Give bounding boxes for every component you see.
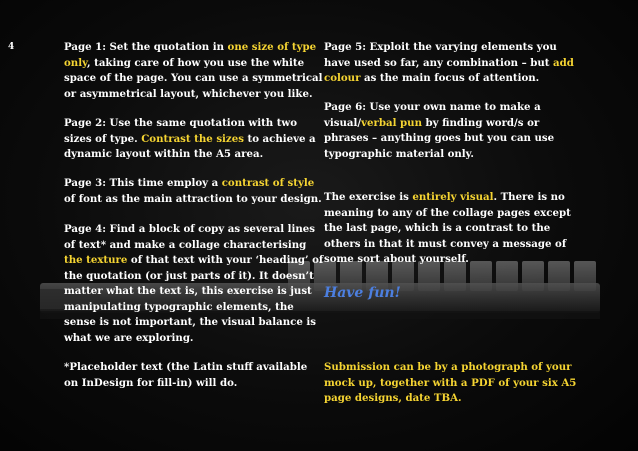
highlight: the texture <box>64 254 128 266</box>
have-fun-text: Have fun! <box>324 285 401 301</box>
highlight: add colour <box>324 56 574 84</box>
placeholder-footnote: *Placeholder text (the Latin stuff available on InDesign for fill-in) will do. <box>64 361 308 389</box>
page3-instruction: Page 3: This time employ a contrast of style of font as the main attraction to your design. <box>64 177 322 205</box>
page4-instruction: Page 4: Find a block of copy as several lines of text* and make a collage characterising the texture of that text with your ‘heading’ of the quotation (or just parts of it). It doesn’t matter what the text is, this exercise is just manipulating typographic elements, the sense is not important, the visual balance is what we are exploring. <box>64 223 324 344</box>
highlight: Contrast the sizes <box>141 132 244 145</box>
page1-instruction: Page 1: Set the quotation in one size of type only, taking care of how you use the white space of the page. You can use a symmetrical or asymmetrical layout, whichever you like. <box>64 41 323 100</box>
page6-instruction: Page 6: Use your own name to make a visual/verbal pun by finding word/s or phrases – anything goes but you can use typographic material only. <box>324 101 555 160</box>
exercise-description: The exercise is entirely visual. There is no meaning to any of the collage pages except the last page, which is a contrast to the others in that it must convey a message of some sort about yourself. <box>324 191 571 265</box>
highlight: contrast of style <box>221 177 315 189</box>
highlight: verbal pun <box>361 116 422 129</box>
submission-note: Submission can be by a photograph of your mock up, together with a PDF of your six A5 page designs, date TBA. <box>324 361 577 404</box>
page5-instruction: Page 5: Exploit the varying elements you have used so far, any combination – but add colour as the main focus of attention. <box>324 41 574 84</box>
page-number: 4 <box>8 42 15 52</box>
highlight: entirely visual <box>412 191 494 203</box>
highlight: one size of type only <box>64 41 317 69</box>
page2-instruction: Page 2: Use the same quotation with two sizes of type. Contrast the sizes to achieve a dynamic layout within the A5 area. <box>64 117 316 160</box>
